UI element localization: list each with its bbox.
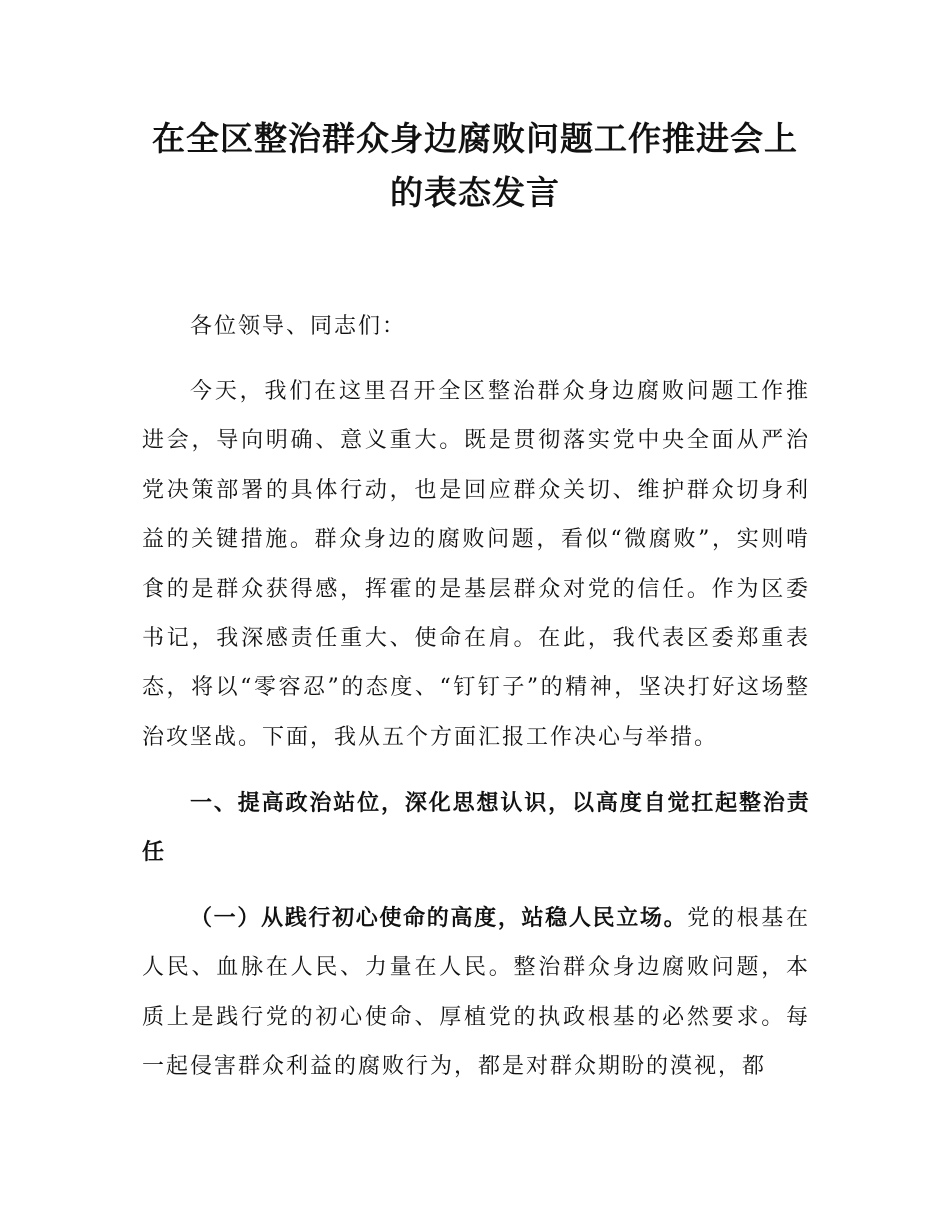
intro-paragraph: 今天，我们在这里召开全区整治群众身边腐败问题工作推进会，导向明确、意义重大。既是贯彻落实党中央全面从严治党决策部署的具体行动，也是回应群众关切、维护群众切身利益的关键措施。群众身边的腐败问题，看似“微腐败”，实则啃食的是群众获得感，挥霍的是基层群众对党的信任。作为区委书记，我深感责任重大、使命在肩。在此，我代表区委郑重表态，将以“零容忍”的态度、“钉钉子”的精神，坚决打好这场整治攻坚战。下面，我从五个方面汇报工作决心与举措。 xyxy=(142,379,810,750)
salutation: 各位领导、同志们： xyxy=(190,314,407,339)
subsection-1-heading: （一）从践行初心使命的高度，站稳人民立场。 xyxy=(190,906,688,931)
subsection-1-text: 党的根基在人民、血脉在人民、力量在人民。整治群众身边腐败问题，本质上是践行党的初心使命、厚植党的执政根基的必然要求。每一起侵害群众利益的腐败行为，都是对群众期盼的漠视，都 xyxy=(142,906,810,1080)
document-title: 在全区整治群众身边腐败问题工作推进会上的表态发言 xyxy=(152,119,798,212)
subsection-1-paragraph xyxy=(142,894,810,1092)
section-1-heading: 一、提高政治站位，深化思想认识，以高度自觉扛起整治责任 xyxy=(142,791,810,866)
